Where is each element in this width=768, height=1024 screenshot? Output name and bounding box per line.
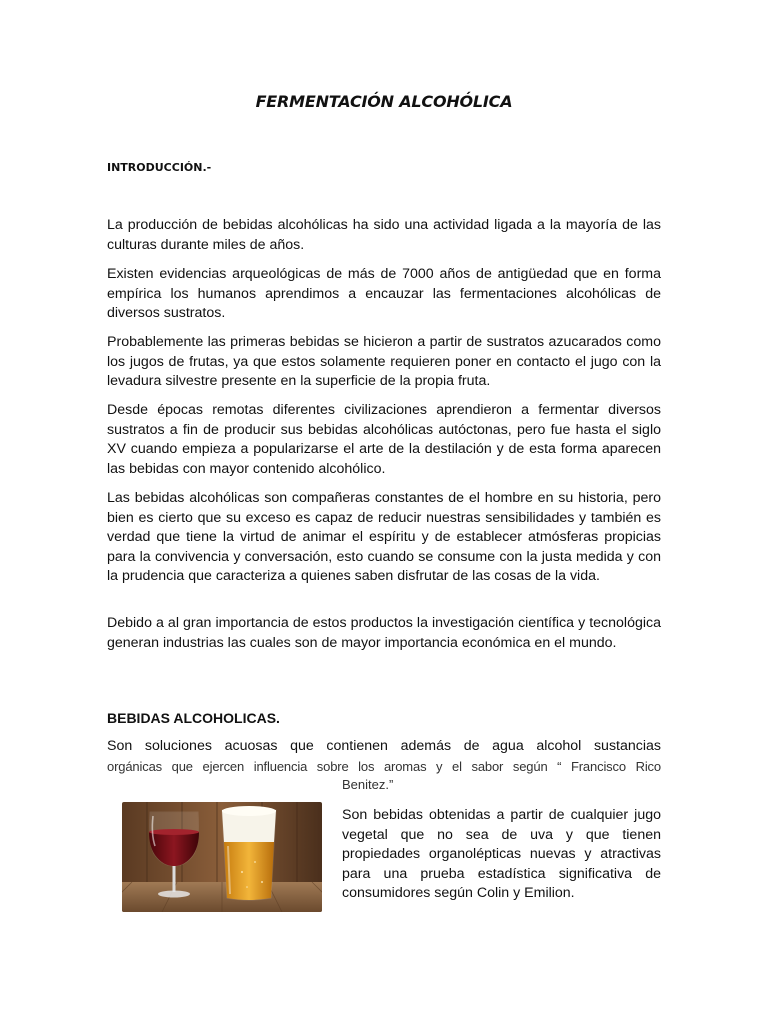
paragraph-3: Probablemente las primeras bebidas se hicieron a partir de sustratos azucarados como los jugos de frutas, ya que estos solamente requieren poner en contacto el jugo con la levadura silvestre presente en la superficie de la propia fruta. — [107, 334, 661, 389]
definition-line-1: Son soluciones acuosas que contienen además de agua alcohol sustancias — [107, 738, 661, 754]
definition-line-3: Benitez.” — [342, 777, 394, 792]
side-paragraph: Son bebidas obtenidas a partir de cualquier jugo vegetal que no sea de uva y que tienen propiedades organolépticas nuevas y atractivas para una prueba estadística significativa de consumidores según Colin y Emilion. — [342, 807, 661, 901]
section-heading-bebidas: BEBIDAS ALCOHOLICAS. — [107, 710, 280, 726]
document-title: FERMENTACIÓN ALCOHÓLICA — [255, 92, 513, 111]
paragraph-1: La producción de bebidas alcohólicas ha sido una actividad ligada a la mayoría de las culturas durante miles de años. — [107, 217, 661, 253]
paragraph-4: Desde épocas remotas diferentes civilizaciones aprendieron a fermentar diversos sustratos a fin de producir sus bebidas alcohólicas autóctonas, pero fue hasta el siglo XV cuando empieza a popularizarse el arte de la destilación y de esta forma aparecen las bebidas con mayor contenido alcohólico. — [107, 402, 661, 477]
intro-heading: INTRODUCCIÓN.- — [107, 161, 212, 174]
paragraph-5: Las bebidas alcohólicas son compañeras constantes de el hombre en su historia, pero bien es cierto que su exceso es capaz de reducir nuestras sensibilidades y también es verdad que tiene la virtud de animar el espíritu y de establecer atmósferas propicias para la convivencia y conversación, esto cuando se consume con la justa medida y con la prudencia que caracteriza a quienes saben disfrutar de las cosas de la vida. — [107, 490, 661, 584]
wine-and-beer-photo — [122, 802, 322, 912]
paragraph-2: Existen evidencias arqueológicas de más de 7000 años de antigüedad que en forma empírica los humanos aprendimos a encauzar las fermentaciones alcohólicas de diversos sustratos. — [107, 266, 661, 321]
definition-line-2: orgánicas que ejercen influencia sobre los aromas y el sabor según “ Francisco Rico — [107, 759, 661, 774]
paragraph-6: Debido a al gran importancia de estos productos la investigación científica y tecnológica generan industrias las cuales son de mayor importancia económica en el mundo. — [107, 615, 661, 651]
